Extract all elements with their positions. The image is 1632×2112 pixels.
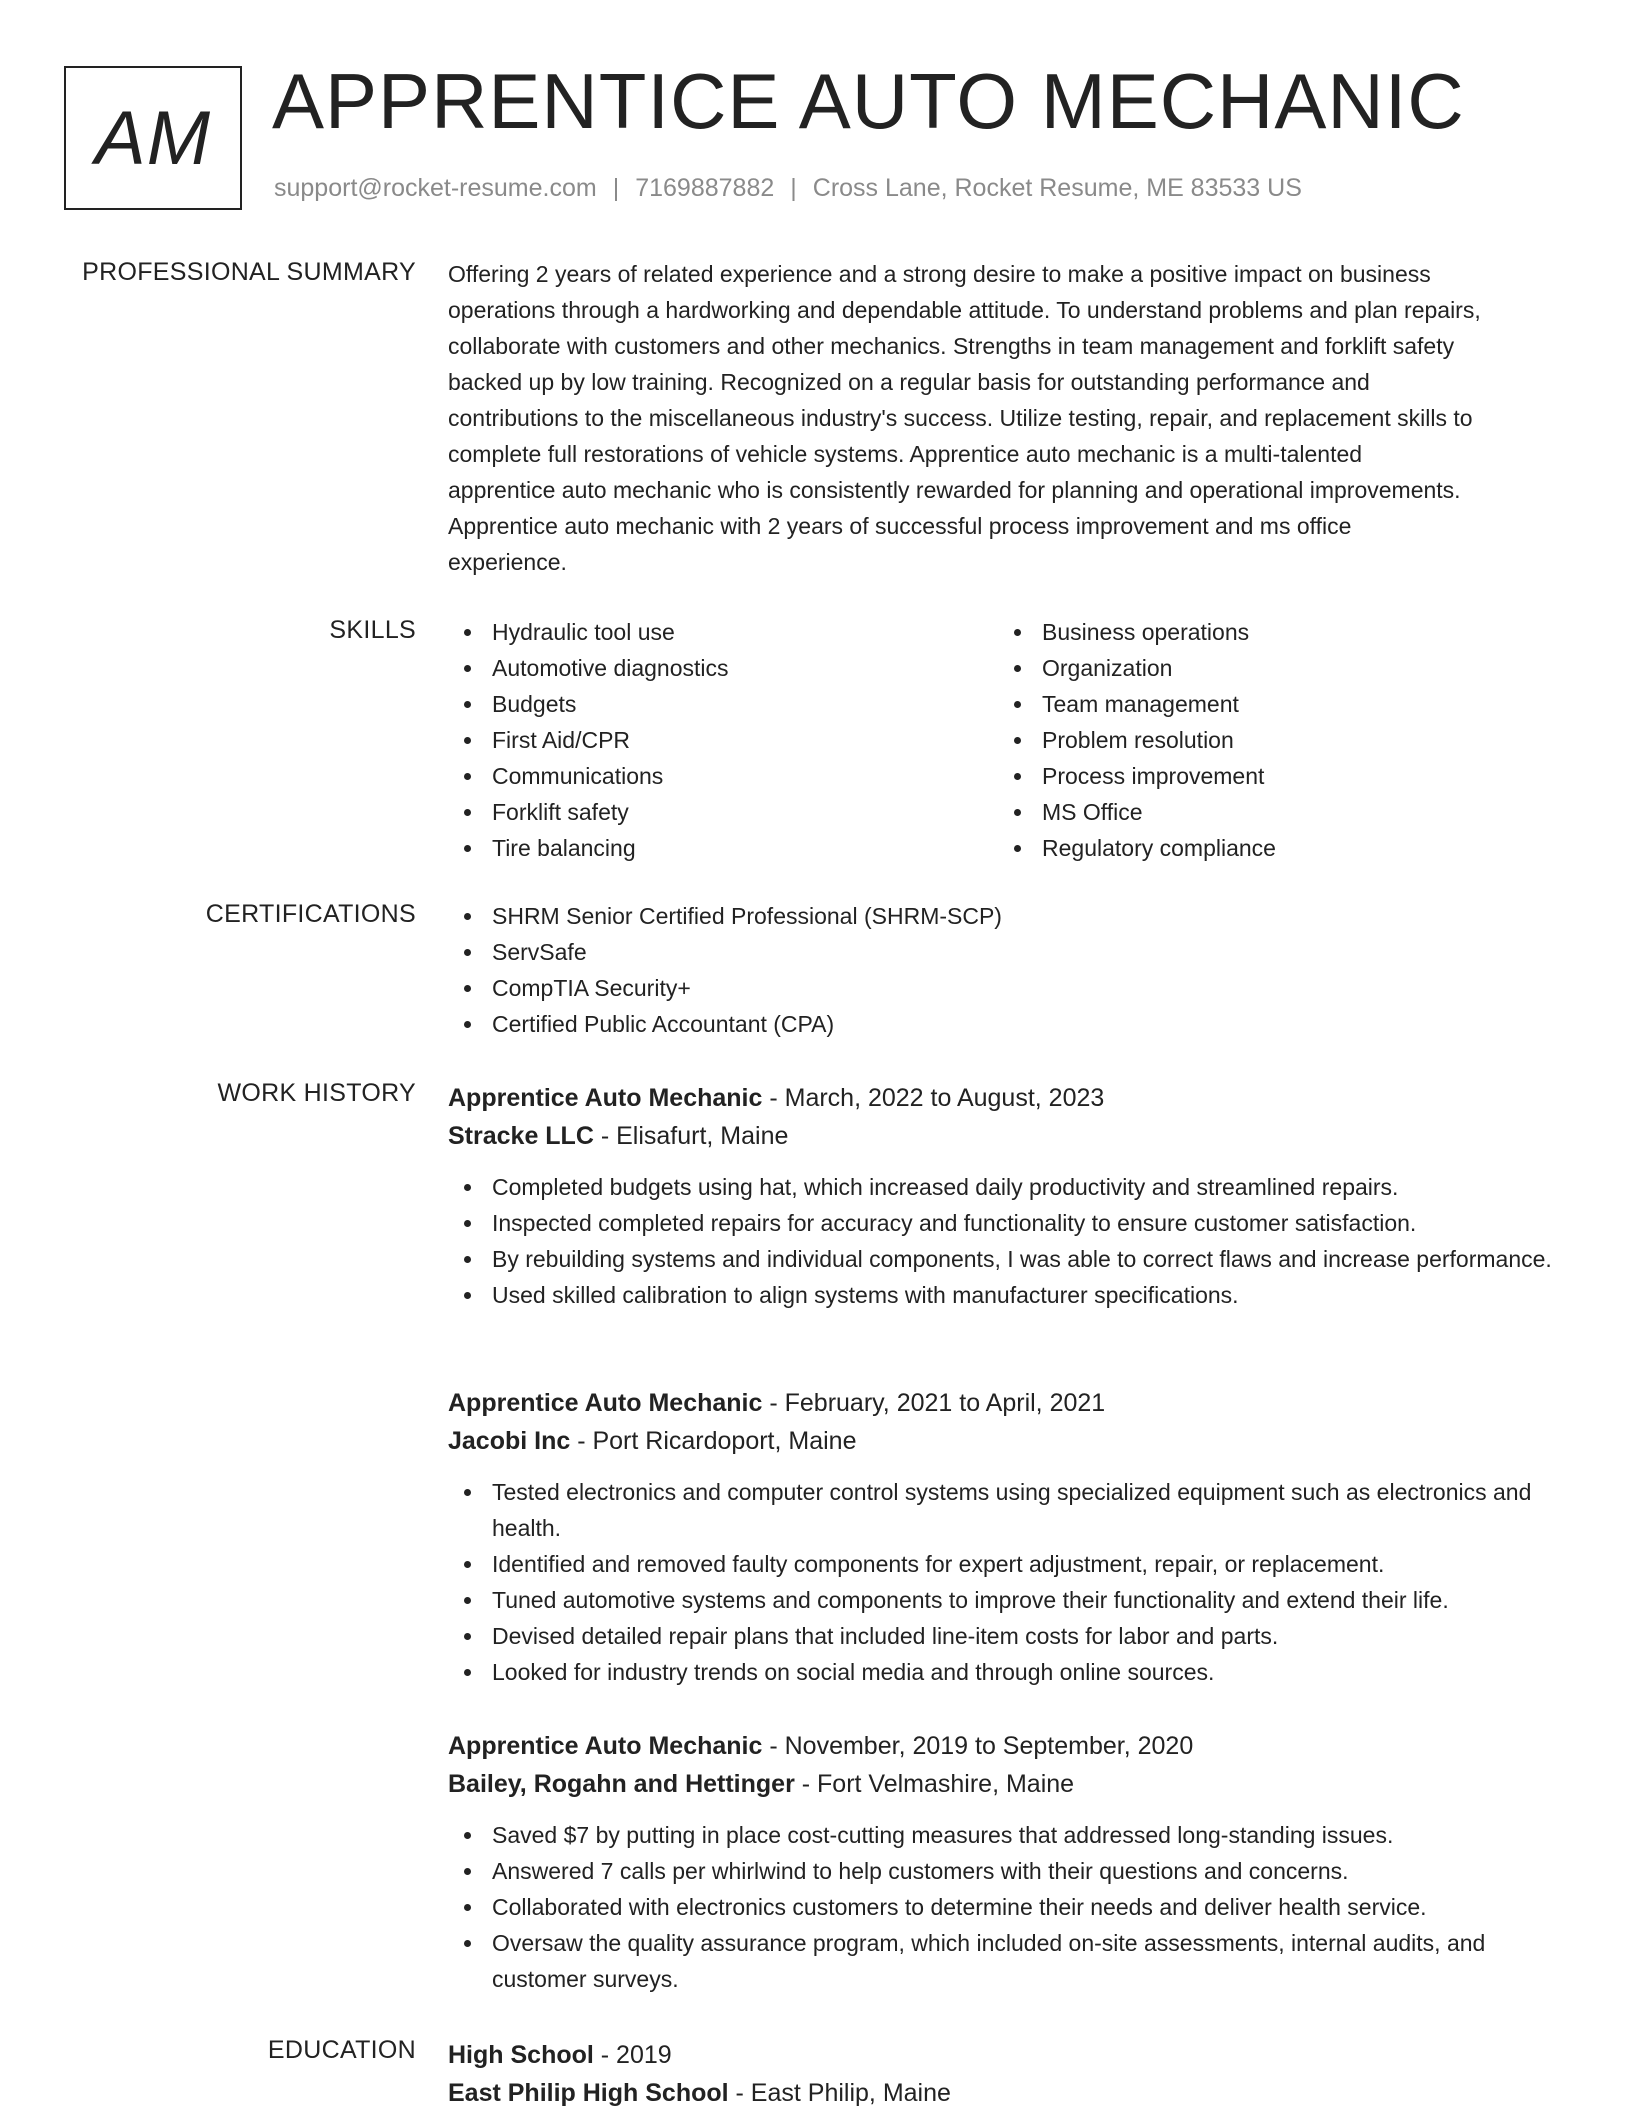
monogram-logo — [64, 66, 242, 210]
skill-item: Hydraulic tool use — [448, 614, 998, 650]
skill-item: Budgets — [448, 686, 998, 722]
job-duty-item: Identified and removed faulty components for expert adjustment, repair, or replacement. — [448, 1546, 1568, 1582]
job-company-line — [448, 1765, 1568, 1803]
summary-line: collaborate with customers and other mechanics. Strengths in team management and forklift safety — [448, 333, 1455, 359]
summary-line: Apprentice auto mechanic with 2 years of successful process improvement and ms office — [448, 513, 1352, 539]
job-duty-item: Answered 7 calls per whirlwind to help customers with their questions and concerns. — [448, 1853, 1568, 1889]
monogram-initials: AM — [95, 95, 211, 181]
education-location: - East Philip, Maine — [728, 2079, 951, 2107]
certification-item: CompTIA Security+ — [448, 970, 1568, 1006]
skill-item: Automotive diagnostics — [448, 650, 998, 686]
skill-item: Organization — [998, 650, 1548, 686]
job-title-line — [448, 1079, 1568, 1117]
job-duty-item: Used skilled calibration to align systems with manufacturer specifications. — [448, 1277, 1568, 1313]
job-duty-item: By rebuilding systems and individual components, I was able to correct flaws and increase performance. — [448, 1241, 1568, 1277]
job-duty-item: Tested electronics and computer control systems using specialized equipment such as electronics and health. — [448, 1474, 1568, 1546]
skill-item: Team management — [998, 686, 1548, 722]
contact-separator: | — [612, 174, 620, 202]
job-location: - Port Ricardoport, Maine — [570, 1427, 857, 1455]
job-dates: - November, 2019 to September, 2020 — [762, 1732, 1194, 1760]
education-entry — [448, 2036, 1568, 2112]
job-company-line — [448, 1117, 1568, 1155]
contact-email[interactable]: support@rocket-resume.com — [274, 174, 597, 202]
skill-item: Communications — [448, 758, 998, 794]
skill-item: Business operations — [998, 614, 1548, 650]
skills-list — [448, 614, 1568, 866]
summary-line: apprentice auto mechanic who is consistently rewarded for planning and operational improvements. — [448, 477, 1461, 503]
skill-item: Problem resolution — [998, 722, 1548, 758]
contact-separator: | — [790, 174, 797, 202]
education-year: - 2019 — [593, 2041, 672, 2069]
contact-address: Cross Lane, Rocket Resume, ME 83533 US — [812, 174, 1302, 202]
job-duty-item: Collaborated with electronics customers to determine their needs and deliver health service. — [448, 1889, 1568, 1925]
summary-line: complete full restorations of vehicle systems. Apprentice auto mechanic is a multi-talented — [448, 441, 1363, 467]
contact-phone[interactable]: 7169887882 — [635, 174, 775, 202]
summary-text — [448, 256, 1568, 580]
job-duty-item: Devised detailed repair plans that included line-item costs for labor and parts. — [448, 1618, 1568, 1654]
job-duty-item: Oversaw the quality assurance program, which included on-site assessments, internal audits, and customer surveys. — [448, 1925, 1568, 1997]
job-company: Jacobi Inc — [448, 1427, 571, 1455]
education-school: East Philip High School — [448, 2079, 729, 2107]
job-location: - Elisafurt, Maine — [593, 1122, 789, 1150]
section-title-summary: PROFESSIONAL SUMMARY — [82, 258, 416, 286]
job-role: Apprentice Auto Mechanic — [448, 1084, 763, 1112]
job-role: Apprentice Auto Mechanic — [448, 1389, 763, 1417]
certification-item: Certified Public Accountant (CPA) — [448, 1006, 1568, 1042]
certification-item: SHRM Senior Certified Professional (SHRM-SCP) — [448, 898, 1568, 934]
education-degree: High School — [448, 2041, 594, 2069]
job-entry — [448, 1727, 1568, 1997]
education-school-line — [448, 2074, 1568, 2112]
job-company-line — [448, 1422, 1568, 1460]
skills-column-right — [998, 614, 1548, 866]
skill-item: First Aid/CPR — [448, 722, 998, 758]
certifications-list — [448, 898, 1568, 1042]
job-entry — [448, 1079, 1568, 1313]
summary-line: Offering 2 years of related experience and a strong desire to make a positive impact on business — [448, 261, 1431, 287]
job-title-line — [448, 1384, 1568, 1422]
skill-item: MS Office — [998, 794, 1548, 830]
job-duty-item: Inspected completed repairs for accuracy and functionality to ensure customer satisfaction. — [448, 1205, 1568, 1241]
job-duties — [448, 1817, 1568, 1997]
section-title-education: EDUCATION — [267, 2036, 416, 2064]
section-title-work-history: WORK HISTORY — [217, 1079, 416, 1107]
job-role: Apprentice Auto Mechanic — [448, 1732, 763, 1760]
job-duty-item: Saved $7 by putting in place cost-cutting measures that addressed long-standing issues. — [448, 1817, 1568, 1853]
job-company: Bailey, Rogahn and Hettinger — [448, 1770, 795, 1798]
skill-item: Tire balancing — [448, 830, 998, 866]
section-title-skills: SKILLS — [329, 616, 416, 644]
certification-item: ServSafe — [448, 934, 1568, 970]
job-dates: - March, 2022 to August, 2023 — [762, 1084, 1105, 1112]
summary-line: operations through a hardworking and dependable attitude. To understand problems and plan repairs, — [448, 297, 1481, 323]
job-duty-item: Looked for industry trends on social media and through online sources. — [448, 1654, 1568, 1690]
skill-item: Regulatory compliance — [998, 830, 1548, 866]
contact-line — [274, 174, 1302, 203]
summary-line: backed up by low training. Recognized on a regular basis for outstanding performance and — [448, 369, 1370, 395]
job-duties — [448, 1474, 1568, 1690]
candidate-name: APPRENTICE AUTO MECHANIC — [272, 57, 1465, 145]
job-location: - Fort Velmashire, Maine — [794, 1770, 1075, 1798]
job-duty-item: Tuned automotive systems and components to improve their functionality and extend their life. — [448, 1582, 1568, 1618]
job-dates: - February, 2021 to April, 2021 — [762, 1389, 1106, 1417]
section-title-certifications: CERTIFICATIONS — [205, 900, 416, 928]
job-company: Stracke LLC — [448, 1122, 594, 1150]
summary-line: experience. — [448, 549, 567, 575]
summary-line: contributions to the miscellaneous industry's success. Utilize testing, repair, and replacement skills to — [448, 405, 1473, 431]
education-degree-line — [448, 2036, 1568, 2074]
job-duty-item: Completed budgets using hat, which increased daily productivity and streamlined repairs. — [448, 1169, 1568, 1205]
job-entry — [448, 1384, 1568, 1690]
job-duties — [448, 1169, 1568, 1313]
skill-item: Process improvement — [998, 758, 1548, 794]
skill-item: Forklift safety — [448, 794, 998, 830]
job-title-line — [448, 1727, 1568, 1765]
skills-column-left — [448, 614, 998, 866]
